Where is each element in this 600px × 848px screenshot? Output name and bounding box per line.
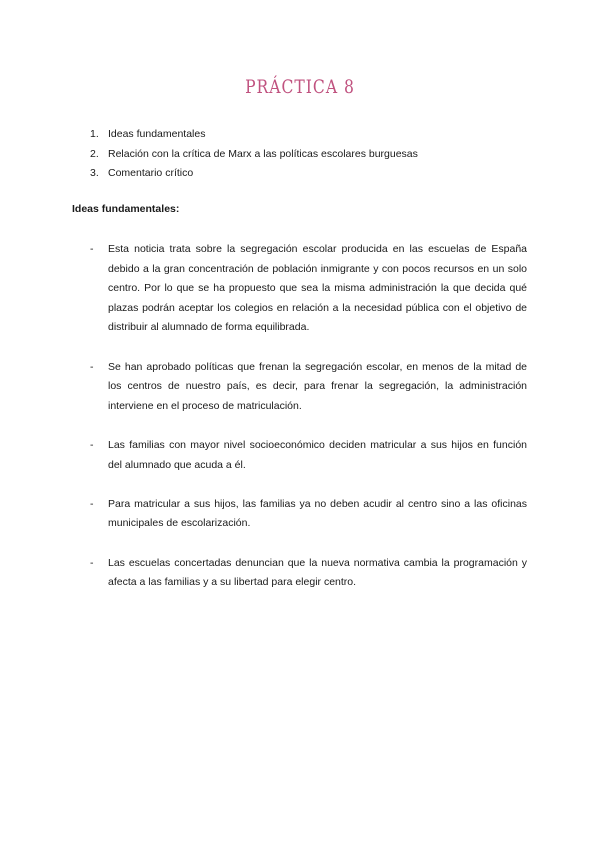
bullet-item: [90, 554, 527, 593]
bullet-item: [90, 495, 527, 534]
toc-item: [90, 125, 418, 145]
toc-item: [90, 164, 418, 184]
bullet-marker: -: [90, 360, 94, 373]
toc-item-label: Relación con la crítica de Marx a las políticas escolares burguesas: [108, 147, 418, 160]
table-of-contents: [90, 125, 418, 184]
bullet-item: [90, 358, 527, 417]
bullet-marker: -: [90, 243, 94, 255]
toc-item-label: Comentario crítico: [108, 167, 194, 179]
bullet-marker: -: [90, 497, 94, 510]
toc-item-number: 1.: [90, 128, 99, 140]
page-title: PRÁCTICA 8: [245, 76, 355, 98]
bullet-item: [90, 240, 527, 338]
bullet-text: Las familias con mayor nivel socioeconómico deciden matricular a sus hijos en función del alumnado que acuda a él.: [108, 438, 527, 471]
bullet-text: Las escuelas concertadas denuncian que la nueva normativa cambia la programación y afecta a las familias y a su libertad para elegir centro.: [108, 556, 527, 589]
toc-item-number: 3.: [90, 167, 99, 179]
bullet-marker: -: [90, 438, 94, 451]
bullet-text: Se han aprobado políticas que frenan la segregación escolar, en menos de la mitad de los centros de nuestro país, es decir, para frenar la segregación, la administración interviene en el proceso de matriculación.: [108, 360, 527, 412]
bullet-list: [90, 240, 527, 612]
toc-item-number: 2.: [90, 147, 99, 160]
bullet-item: [90, 436, 527, 475]
bullet-marker: -: [90, 556, 94, 569]
bullet-text: Para matricular a sus hijos, las familias ya no deben acudir al centro sino a las oficinas municipales de escolarización.: [108, 497, 527, 530]
toc-item-label: Ideas fundamentales: [108, 128, 206, 140]
toc-item: [90, 145, 418, 165]
bullet-text: Esta noticia trata sobre la segregación escolar producida en las escuelas de España debido a la gran concentración de población inmigrante y con pocos recursos en un solo centro. Por lo que se ha propuesto que sea la misma administración la que decida qué plazas podrán aceptar los colegios en relación a la necesidad pública con el objetivo de distribuir al alumnado de forma equilibrada.: [108, 243, 527, 334]
section-heading: Ideas fundamentales:: [72, 203, 180, 215]
